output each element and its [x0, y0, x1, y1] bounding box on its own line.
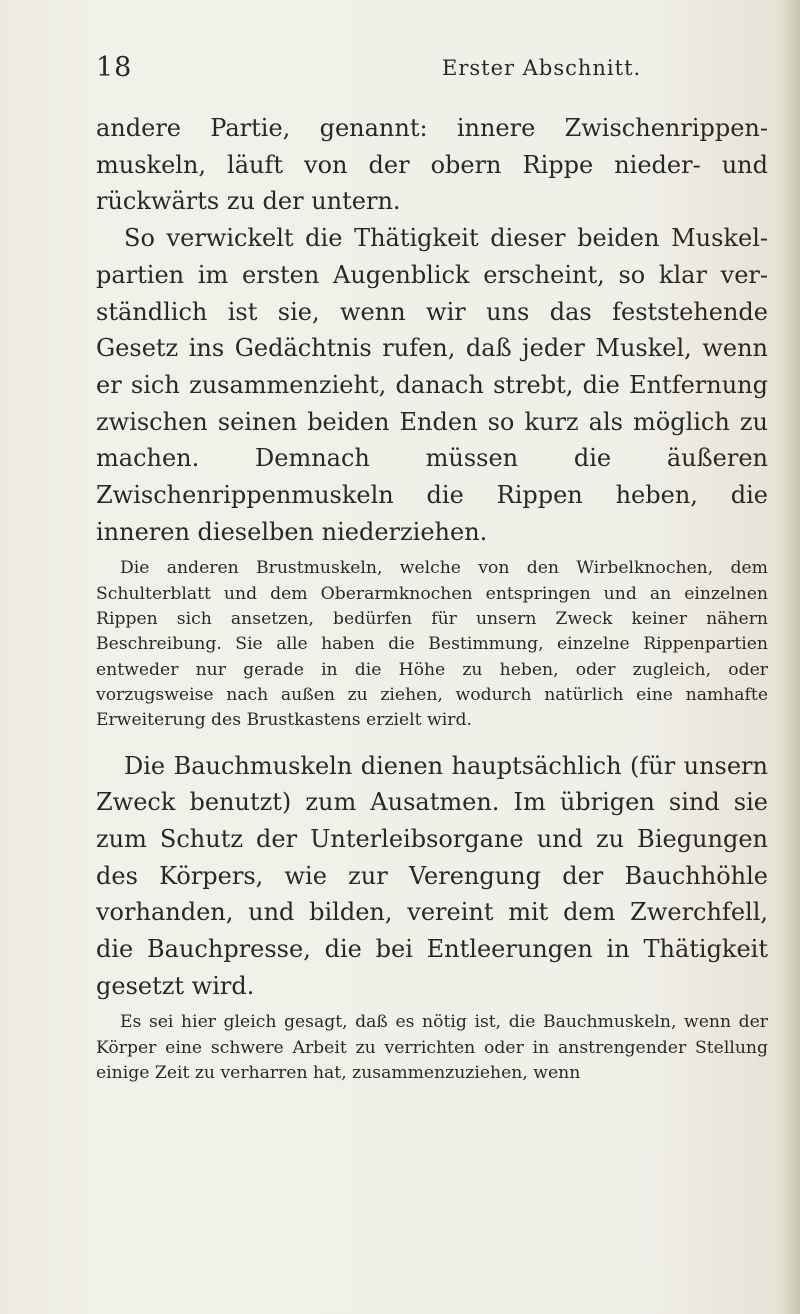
page-edge-shadow — [782, 0, 800, 1314]
paragraph-abdominal-muscles: Die Bauchmuskeln dienen hauptsächlich (für unsern Zweck benutzt) zum Ausatmen. Im übrigen sind sie zum Schutz der Unterleibsorgane und zu Biegungen des Körpers, wie zur Verengung der Bauchhöhle vorhanden, und bilden, vereint mit dem Zwerchfell, die Bauchpresse, die bei Entleerungen in Thätigkeit gesetzt wird. — [96, 751, 768, 1000]
page-number: 18 — [96, 52, 133, 83]
body-text — [96, 110, 768, 1100]
footnote-abdominal-tension: Es sei hier gleich gesagt, daß es nötig ist, die Bauchmuskeln, wenn der Körper eine schwere Arbeit zu verrichten oder in anstrengender Stellung einige Zeit zu verharren hat, zusammenzuziehen, wenn — [96, 1012, 768, 1084]
page-header — [96, 52, 764, 92]
paragraph-muscle-law: So verwickelt die Thätigkeit dieser beiden Muskel-partien im ersten Augenblick erscheint, so klar ver-ständlich ist sie, wenn wir uns das feststehende Gesetz ins Gedächtnis rufen, daß jeder Muskel, wenn er sich zusammenzieht, danach strebt, die Entfernung zwischen seinen beiden Enden so kurz als möglich zu machen. Demnach müssen die äußeren Zwischenrippenmuskeln die Rippen heben, die inneren dieselben niederziehen. — [96, 224, 768, 546]
running-head: Erster Abschnitt. — [442, 56, 642, 80]
footnote-breast-muscles: Die anderen Brustmuskeln, welche von den Wirbelknochen, dem Schulterblatt und dem Oberarmknochen entspringen und an einzelnen Rippen sich ansetzen, bedürfen für unsern Zweck keiner nähern Beschreibung. Sie alle haben die Bestimmung, einzelne Rippenpartien entweder nur gerade in die Höhe zu heben, oder zugleich, oder vorzugsweise nach außen zu ziehen, wodurch natürlich eine namhafte Erweiterung des Brustkastens erzielt wird. — [96, 558, 768, 731]
paragraph-intercostal-continued: andere Partie, genannt: innere Zwischenrippen-muskeln, läuft von der obern Rippe nieder- und rückwärts zu der untern. — [96, 114, 768, 216]
